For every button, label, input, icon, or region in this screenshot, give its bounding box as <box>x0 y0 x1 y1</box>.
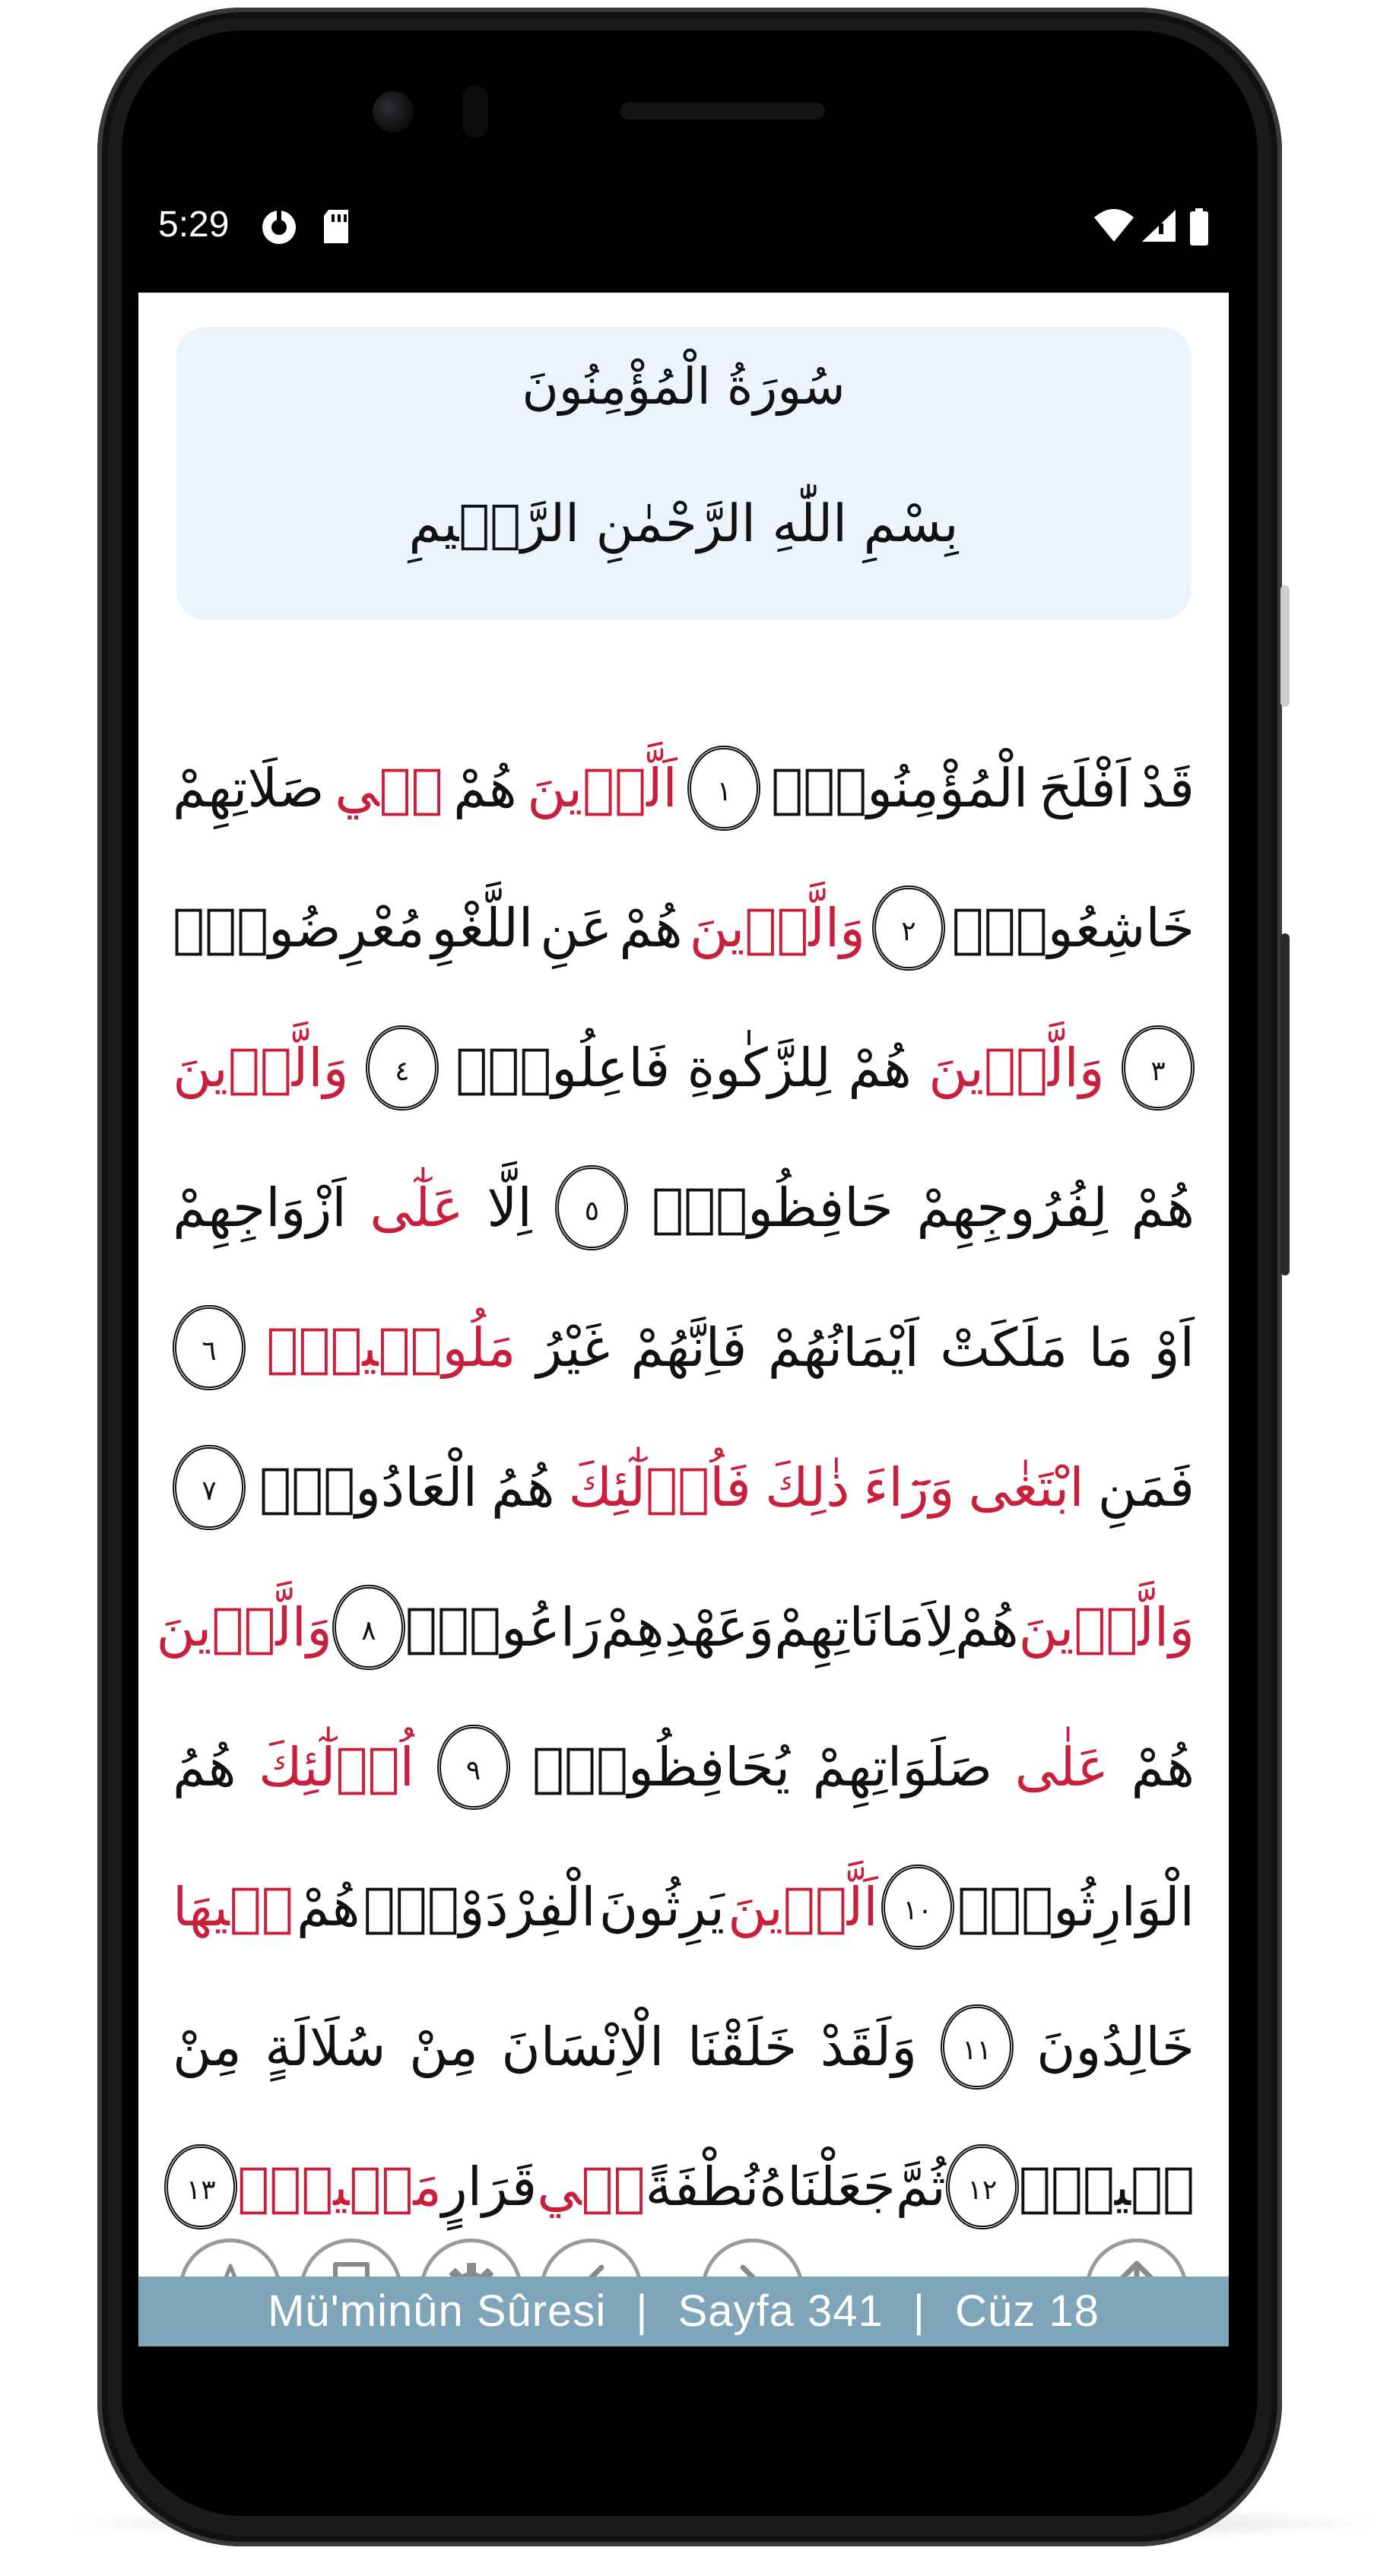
verse-word[interactable]: غَيْرُ <box>536 1317 611 1379</box>
verse-word[interactable]: اللَّغْوِ <box>431 897 534 959</box>
verse-line <box>173 1138 1195 1278</box>
verse-word[interactable]: هُمْ <box>848 1037 912 1099</box>
verse-line <box>173 1697 1195 1837</box>
verse-word[interactable]: خَالِدُونَ <box>1036 2016 1195 2078</box>
verse-word[interactable]: هُمُ <box>173 1736 236 1798</box>
verse-word[interactable]: عَلٰى <box>1014 1736 1109 1798</box>
verse-word[interactable]: ف۪ي <box>335 757 443 819</box>
verse-word[interactable]: مَا <box>1088 1317 1134 1379</box>
ayah-number-marker[interactable]: ١١ <box>941 2004 1014 2090</box>
verse-word[interactable]: وَرَٓاءَ <box>863 1456 955 1519</box>
ayah-number-marker[interactable]: ١ <box>687 746 760 831</box>
ayah-number-marker[interactable]: ٩ <box>437 1725 510 1810</box>
wifi-icon <box>1093 208 1135 246</box>
navigation-bar <box>138 2346 1229 2349</box>
status-bar <box>138 190 1229 293</box>
ayah-number-marker[interactable]: ٥ <box>555 1165 628 1250</box>
verse-word[interactable]: الْوَارِثُونَۙ <box>957 1876 1195 1938</box>
verse-word[interactable]: لِلزَّكٰوةِ <box>687 1037 831 1099</box>
verse-word[interactable]: مِنْ <box>173 2016 242 2078</box>
verse-word[interactable]: مِنْ <box>409 2016 478 2078</box>
ayah-number-marker[interactable]: ١٣ <box>164 2144 237 2229</box>
proximity-sensor <box>462 85 488 138</box>
verse-word[interactable]: مُعْرِضُونَۙ <box>173 897 425 959</box>
earpiece-speaker <box>620 103 825 119</box>
status-time: 5:29 <box>158 204 230 245</box>
verse-word[interactable]: هُمْ <box>453 757 517 819</box>
verse-word[interactable]: وَالَّذ۪ينَ <box>928 1037 1105 1099</box>
verse-word[interactable]: وَعَهْدِهِمْ <box>601 1596 775 1659</box>
verse-line <box>173 1977 1195 2117</box>
verse-word[interactable]: صَلَوَاتِهِمْ <box>812 1736 993 1798</box>
footer-surah-name: Mü'minûn Sûresi <box>268 2286 607 2336</box>
verse-word[interactable]: مَك۪ينٍۖ <box>237 2156 442 2218</box>
verse-word[interactable]: ذٰلِكَ <box>764 1456 850 1519</box>
verse-word[interactable]: اَزْوَاجِهِمْ <box>173 1177 347 1239</box>
verse-line <box>173 2117 1195 2257</box>
verse-word[interactable]: وَالَّذ۪ينَ <box>689 897 865 959</box>
verse-word[interactable]: الْاِنْسَانَ <box>501 2016 665 2078</box>
power-button <box>1280 933 1290 1275</box>
verse-line <box>173 1837 1195 1977</box>
verse-word[interactable]: وَلَقَدْ <box>820 2016 918 2078</box>
verse-word[interactable]: اِلَّا <box>487 1177 532 1239</box>
verse-word[interactable]: قَرَارٍ <box>441 2156 538 2218</box>
verse-word[interactable]: ف۪يهَا <box>173 1876 294 1938</box>
verse-line <box>173 1418 1195 1557</box>
verse-word[interactable]: اَلَّذ۪ينَ <box>728 1876 878 1938</box>
verse-word[interactable]: مَلَكَتْ <box>940 1317 1068 1379</box>
verse-text-block <box>156 718 1195 2257</box>
front-camera <box>373 91 414 132</box>
verse-word[interactable]: هُمْ <box>1131 1177 1195 1239</box>
quran-page[interactable] <box>138 293 1229 2284</box>
basmala: بِسْمِ اللّٰهِ الرَّحْمٰنِ الرَّح۪يمِ <box>408 494 959 554</box>
verse-word[interactable]: فَمَنِ <box>1097 1456 1195 1519</box>
verse-line <box>173 718 1195 858</box>
verse-word[interactable]: خَلَقْنَا <box>687 2016 798 2078</box>
verse-word[interactable]: لِاَمَانَاتِهِمْ <box>774 1596 956 1659</box>
surah-header <box>176 327 1191 619</box>
verse-word[interactable]: وَالَّذ۪ينَ <box>173 1037 349 1099</box>
ayah-number-marker[interactable]: ٢ <box>872 886 945 971</box>
verse-word[interactable]: عَنِ <box>540 897 613 959</box>
footer-separator: | <box>636 2286 649 2336</box>
verse-word[interactable]: هُمْ <box>297 1876 360 1938</box>
verse-word[interactable]: يُحَافِظُونَۢ <box>532 1736 791 1798</box>
verse-word[interactable]: الْعَادُونَۚ <box>259 1456 478 1519</box>
verse-word[interactable]: اَفْلَحَ <box>1038 757 1131 819</box>
ayah-number-marker[interactable]: ١٢ <box>946 2144 1019 2229</box>
footer-juz: Cüz 18 <box>955 2286 1099 2336</box>
battery-icon <box>1189 208 1209 249</box>
notification-app-icon <box>260 208 298 249</box>
cellular-signal-icon <box>1141 208 1177 246</box>
verse-word[interactable]: مَلُوم۪ينَۚ <box>266 1317 516 1379</box>
verse-word[interactable]: قَدْ <box>1141 757 1195 819</box>
verse-word[interactable]: اُو۬لٰٓئِكَ <box>259 1736 414 1798</box>
verse-word[interactable]: لِفُرُوجِهِمْ <box>916 1177 1108 1239</box>
verse-word[interactable]: سُلَالَةٍ <box>265 2016 386 2078</box>
verse-word[interactable]: عَلٰٓى <box>370 1177 464 1239</box>
verse-word[interactable]: حَافِظُونَۙ <box>652 1177 893 1239</box>
verse-word[interactable]: ثُمَّ <box>895 2156 946 2218</box>
verse-word[interactable]: اَوْ <box>1153 1317 1195 1379</box>
verse-line <box>173 998 1195 1138</box>
verse-word[interactable]: صَلَاتِهِمْ <box>173 757 325 819</box>
verse-word[interactable]: هُمْ <box>619 897 683 959</box>
ayah-number-marker[interactable]: ٧ <box>173 1445 246 1530</box>
sd-card-icon <box>321 208 351 249</box>
verse-line <box>173 1278 1195 1418</box>
ayah-number-marker[interactable]: ٤ <box>366 1025 439 1111</box>
surah-title: سُورَةُ الْمُؤْمِنُونَ <box>522 357 846 416</box>
verse-word[interactable]: ف۪ي <box>537 2156 646 2218</box>
verse-word[interactable]: هُمْ <box>1131 1736 1195 1798</box>
verse-word[interactable]: ابْتَغٰى <box>968 1456 1084 1519</box>
verse-word[interactable]: رَاعُونَۙ <box>405 1596 601 1659</box>
verse-word[interactable]: الْمُؤْمِنُونَۙ <box>771 757 1029 819</box>
verse-word[interactable]: نُطْفَةً <box>645 2156 760 2218</box>
verse-word[interactable]: خَاشِعُونَۙ <box>951 897 1195 959</box>
ayah-number-marker[interactable]: ١٠ <box>881 1865 954 1950</box>
verse-word[interactable]: فَاِنَّهُمْ <box>630 1317 747 1379</box>
verse-word[interactable]: اَلَّذ۪ينَ <box>527 757 677 819</box>
verse-word[interactable]: الْفِرْدَوْسَۜ <box>363 1876 596 1938</box>
verse-word[interactable]: هُمُ <box>491 1456 555 1519</box>
verse-line <box>173 858 1195 998</box>
verse-word[interactable]: فَاعِلُونَۙ <box>455 1037 671 1099</box>
ayah-number-marker[interactable]: ٦ <box>173 1305 246 1390</box>
verse-word[interactable]: جَعَلْنَاهُ <box>759 2156 896 2218</box>
ayah-number-marker[interactable]: ٣ <box>1122 1025 1195 1111</box>
volume-button <box>1280 585 1290 707</box>
verse-line <box>156 1557 1195 1697</box>
verse-word[interactable]: وَالَّذ۪ينَ <box>1018 1596 1195 1659</box>
page-info-bar <box>138 2277 1229 2346</box>
footer-separator: | <box>912 2286 925 2336</box>
verse-word[interactable]: اَيْمَانُهُمْ <box>767 1317 919 1379</box>
ayah-number-marker[interactable]: ٨ <box>332 1585 405 1670</box>
verse-word[interactable]: فَاُو۬لٰٓئِكَ <box>568 1456 751 1519</box>
verse-word[interactable]: يَرِثُونَ <box>598 1876 725 1938</box>
verse-word[interactable]: وَالَّذ۪ينَ <box>156 1596 332 1659</box>
footer-page-number: Sayfa 341 <box>677 2286 884 2336</box>
screen <box>138 190 1229 2349</box>
verse-word[interactable]: هُمْ <box>955 1596 1019 1659</box>
verse-word[interactable]: ط۪ينٍۚ <box>1018 2156 1195 2218</box>
